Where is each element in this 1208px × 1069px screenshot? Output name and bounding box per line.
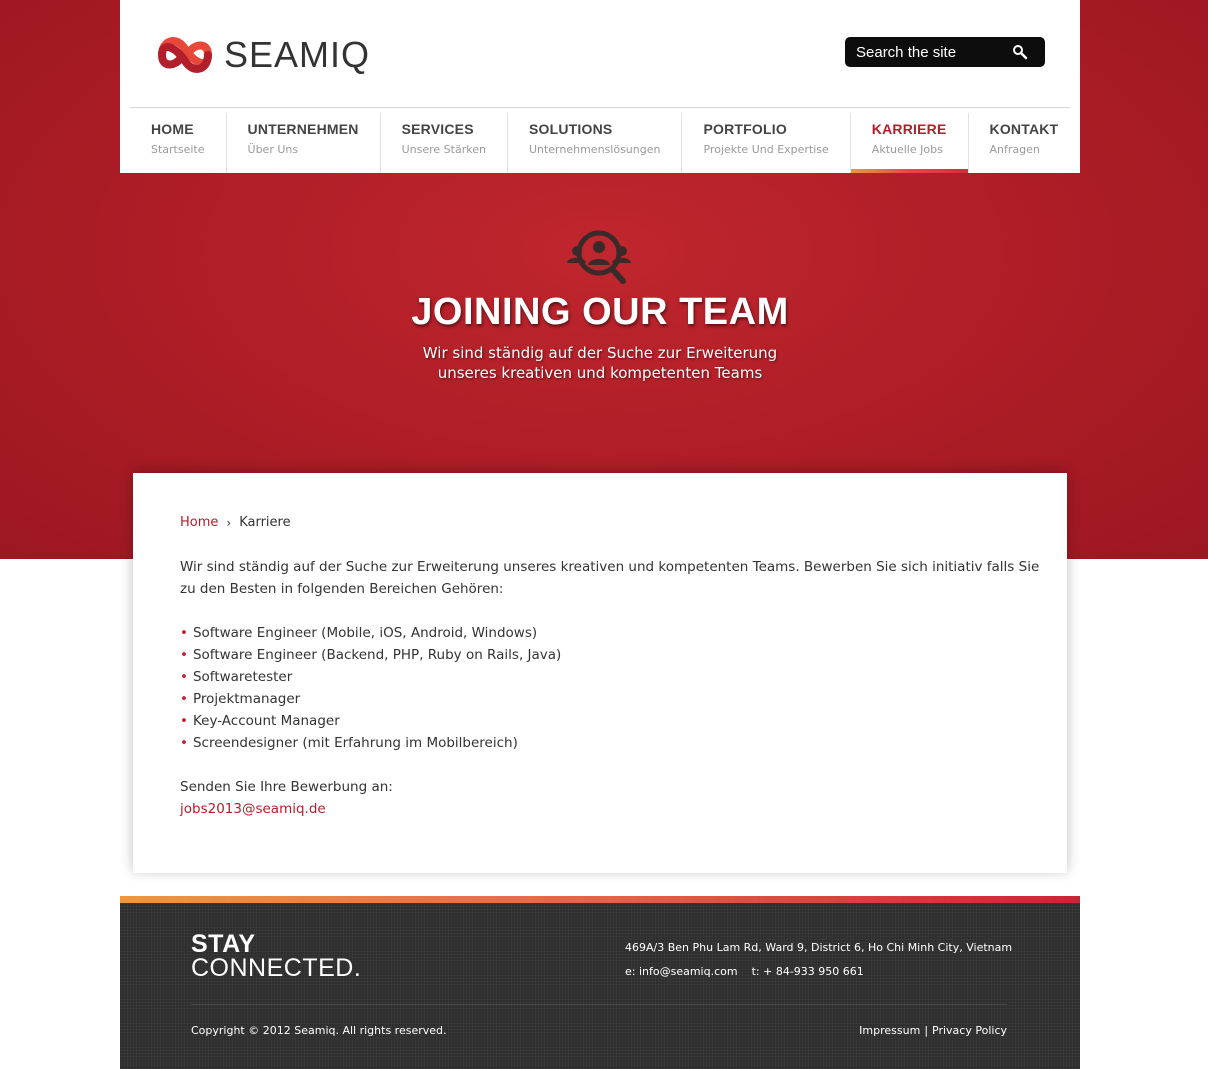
content-panel <box>133 473 1067 873</box>
nav-item-home[interactable] <box>130 113 227 173</box>
nav-item-subtitle: Projekte Und Expertise <box>703 143 829 156</box>
search-button[interactable] <box>1005 37 1035 67</box>
nav-item-title: KARRIERE <box>871 121 947 137</box>
site-header <box>120 0 1080 173</box>
nav-item-kontakt[interactable] <box>969 113 1080 173</box>
footer-divider <box>191 1004 1007 1005</box>
bullet-icon: • <box>180 713 188 729</box>
content-inner <box>180 515 1040 820</box>
job-title: Key-Account Manager <box>192 713 340 729</box>
hero-subtitle-line: unseres kreativen und kompetenten Teams <box>437 364 763 382</box>
team-search-icon <box>565 229 635 285</box>
nav-item-title: KONTAKT <box>989 121 1059 137</box>
nav-item-portfolio[interactable] <box>682 113 850 173</box>
chevron-right-icon: › <box>226 515 232 530</box>
intro-text: Wir sind ständig auf der Suche zur Erweiterung unseres kreativen und kompetenten Teams. Bewerben Sie sich initiativ falls Sie zu den Besten in folgenden Bereichen Gehören: <box>180 559 1040 597</box>
footer-link-separator: | <box>924 1024 929 1037</box>
nav-item-unternehmen[interactable] <box>227 113 381 173</box>
nav-item-subtitle: Unternehmenslösungen <box>528 143 661 156</box>
site-footer <box>120 896 1080 1069</box>
bullet-icon: • <box>180 691 188 707</box>
nav-item-subtitle: Anfragen <box>989 143 1040 156</box>
stay-line: STAY <box>191 930 256 958</box>
footer-links <box>859 1024 1007 1037</box>
footer-contact <box>625 936 1012 984</box>
search-box <box>845 37 1045 67</box>
page-wrapper <box>120 0 1080 817</box>
job-title: Projektmanager <box>192 691 301 707</box>
job-list <box>180 622 1040 754</box>
privacy-policy-link[interactable]: Privacy Policy <box>932 1024 1007 1037</box>
footer-address: 469A/3 Ben Phu Lam Rd, Ward 9, District 6, Ho Chi Minh City, Vietnam <box>625 941 1013 954</box>
job-title: Software Engineer (Mobile, iOS, Android, Windows) <box>192 625 538 641</box>
main-nav <box>130 113 1079 173</box>
job-title: Screendesigner (mit Erfahrung im Mobilbereich) <box>192 735 518 751</box>
list-item <box>180 710 1040 732</box>
bullet-icon: • <box>180 669 188 685</box>
connected-line: CONNECTED. <box>191 954 362 982</box>
footer-accent-bar <box>120 896 1080 903</box>
breadcrumb <box>180 515 1040 530</box>
apply-email-link[interactable]: jobs2013@seamiq.de <box>180 801 326 817</box>
footer-email[interactable]: e: info@seamiq.com <box>625 965 738 978</box>
search-input[interactable] <box>845 37 1005 67</box>
bullet-icon: • <box>180 735 188 751</box>
hero-subtitle-line: Wir sind ständig auf der Suche zur Erweiterung <box>422 344 778 362</box>
logo-wordmark: SEAMIQ <box>224 34 371 75</box>
search-icon <box>1012 44 1028 60</box>
site-logo[interactable] <box>154 31 404 79</box>
nav-item-title: PORTFOLIO <box>703 121 787 137</box>
impressum-link[interactable]: Impressum <box>859 1024 921 1037</box>
job-title: Software Engineer (Backend, PHP, Ruby on Rails, Java) <box>192 647 562 663</box>
nav-item-karriere[interactable] <box>851 113 969 173</box>
list-item <box>180 644 1040 666</box>
footer-phone: t: + 84-933 950 661 <box>751 965 864 978</box>
nav-item-title: SERVICES <box>401 121 474 137</box>
apply-label: Senden Sie Ihre Bewerbung an: <box>180 779 393 795</box>
breadcrumb-home-link[interactable]: Home <box>180 515 219 530</box>
hero-section <box>120 173 1080 473</box>
list-item <box>180 688 1040 710</box>
nav-divider <box>130 107 1070 108</box>
logo-mark-icon <box>154 31 216 79</box>
nav-item-title: SOLUTIONS <box>528 121 613 137</box>
footer-copyright: Copyright © 2012 Seamiq. All rights reserved. <box>191 1024 447 1037</box>
hero-subtitle <box>400 343 800 383</box>
list-item <box>180 732 1040 754</box>
list-item <box>180 666 1040 688</box>
nav-item-subtitle: Aktuelle Jobs <box>871 143 943 156</box>
nav-item-subtitle: Startseite <box>151 143 205 156</box>
job-title: Softwaretester <box>192 669 293 685</box>
nav-item-title: HOME <box>151 121 194 137</box>
nav-item-subtitle: Unsere Stärken <box>401 143 486 156</box>
nav-item-subtitle: Über Uns <box>247 143 299 156</box>
bullet-icon: • <box>180 647 188 663</box>
list-item <box>180 622 1040 644</box>
hero-title: JOINING OUR TEAM <box>411 291 789 333</box>
footer-contact-line <box>625 960 1012 984</box>
stay-connected-heading <box>191 932 361 980</box>
bullet-icon: • <box>180 625 188 641</box>
breadcrumb-current: Karriere <box>239 515 291 530</box>
nav-item-title: UNTERNEHMEN <box>247 121 359 137</box>
nav-item-services[interactable] <box>381 113 508 173</box>
nav-item-solutions[interactable] <box>508 113 683 173</box>
